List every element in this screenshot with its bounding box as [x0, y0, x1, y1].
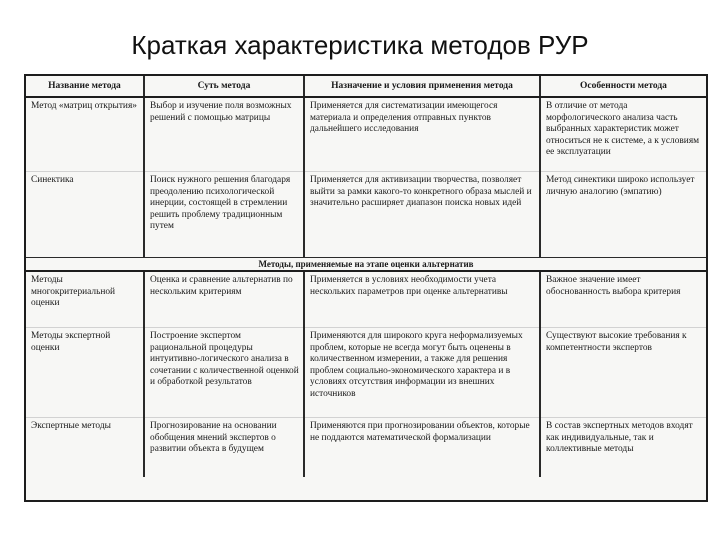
- cell-method-features: В отличие от метода морфологического анализа часть выбранных характеристик может относиться не к системе, а к условиям ее эксплуатации: [540, 97, 706, 172]
- cell-method-purpose: Применяется для систематизации имеющегося материала и определения отправных пунктов дальнейшего исследования: [304, 97, 540, 172]
- cell-method-features: Существуют высокие требования к компетентности экспертов: [540, 328, 706, 418]
- header-method-name: Название метода: [26, 76, 144, 97]
- cell-method-purpose: Применяется для активизации творчества, позволяет выйти за рамки какого-то конкретного образа мыслей и значительно расширяет диапазон поиска новых идей: [304, 172, 540, 258]
- cell-method-essence: Оценка и сравнение альтернатив по нескольким критериям: [144, 271, 304, 328]
- table-header-row: [26, 76, 706, 97]
- cell-method-name: Методы экспертной оценки: [26, 328, 144, 418]
- cell-method-features: Важное значение имеет обоснованность выбора критерия: [540, 271, 706, 328]
- cell-method-features: В состав экспертных методов входят как индивидуальные, так и коллективные методы: [546, 421, 693, 455]
- table-row: [26, 418, 706, 478]
- cell-method-purpose: Применяются при прогнозировании объектов, которые не поддаются математической формализации: [304, 418, 540, 478]
- cell-method-features: Метод синектики широко использует личную аналогию (эмпатию): [540, 172, 706, 258]
- section-header-row: [26, 258, 706, 272]
- table-row: [26, 97, 706, 172]
- header-method-features: Особенности метода: [540, 76, 706, 97]
- section-label: Методы, применяемые на этапе оценки альтернатив: [26, 258, 706, 272]
- cell-method-essence: Выбор и изучение поля возможных решений с помощью матрицы: [144, 97, 304, 172]
- table-row: [26, 271, 706, 328]
- cell-method-name: Экспертные методы: [26, 418, 144, 478]
- table-row: [26, 328, 706, 418]
- cell-method-essence: Прогнозирование на основании обобщения мнений экспертов о развитии объекта в будущем: [144, 418, 304, 478]
- header-method-essence: Суть метода: [144, 76, 304, 97]
- cell-method-purpose: Применяются для широкого круга неформализуемых проблем, которые не всегда могут быть оценены в количественном измерении, а также для решения проблем социально-экономического характера и в условиях отсутствия информации из внешних источников: [304, 328, 540, 418]
- header-method-purpose: Назначение и условия применения метода: [304, 76, 540, 97]
- methods-table: [26, 76, 706, 477]
- cell-method-essence: Построение экспертом рациональной процедуры интуитивно-логического анализа в сочетании с количественной оценкой и обработкой результатов: [144, 328, 304, 418]
- cell-method-name: Синектика: [26, 172, 144, 258]
- slide-title: Краткая характеристика методов РУР: [131, 30, 589, 60]
- table-row: [26, 172, 706, 258]
- cell-method-purpose: Применяется в условиях необходимости учета нескольких параметров при оценке альтернативы: [304, 271, 540, 328]
- methods-table-scan: [24, 74, 708, 502]
- cell-method-name: Метод «матриц открытия»: [26, 97, 144, 172]
- cell-method-name: Методы многокритериальной оценки: [26, 271, 144, 328]
- cell-method-essence: Поиск нужного решения благодаря преодолению психологической инерции, состоящей в стремлении решить проблему традиционным путем: [144, 172, 304, 258]
